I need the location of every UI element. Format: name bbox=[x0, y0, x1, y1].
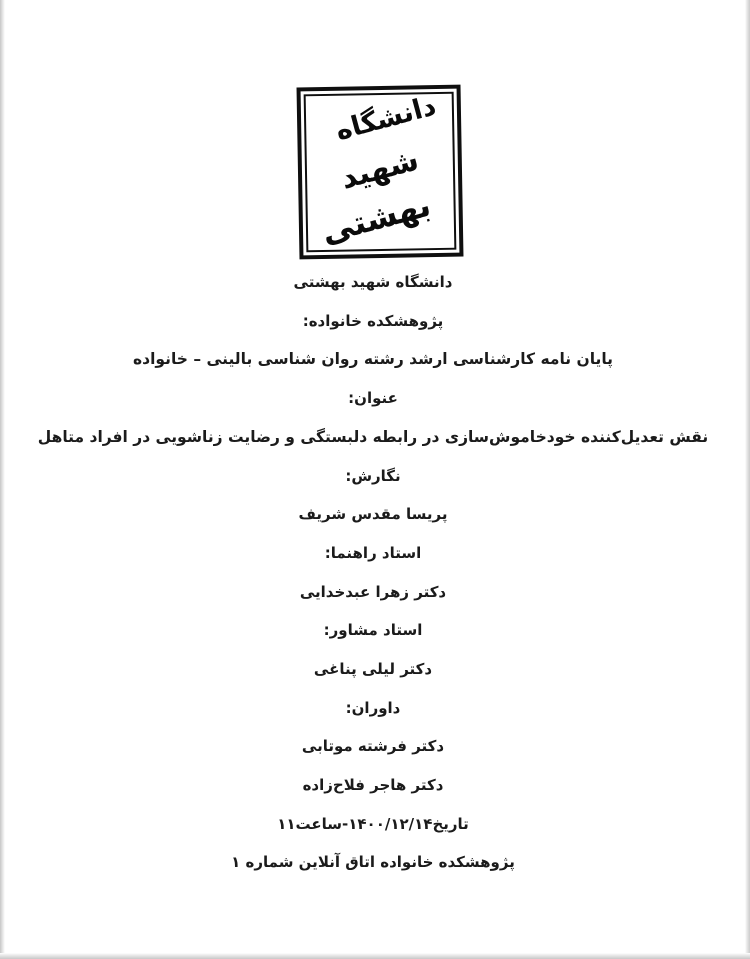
institute-label: پژوهشکده خانواده: bbox=[302, 312, 444, 330]
logo-calligraphy-word-3: بهشتی bbox=[317, 185, 435, 252]
author-name: پریسا مقدس شریف bbox=[298, 505, 448, 523]
logo-calligraphy-word-2: شهید bbox=[337, 142, 423, 197]
logo-calligraphy-word-1: دانشگاه bbox=[332, 90, 440, 147]
title-label: عنوان: bbox=[348, 389, 398, 407]
advisor-name: دکتر لیلی پناغی bbox=[313, 660, 433, 678]
program-line: پایان نامه کارشناسی ارشد رشته روان شناسی بالینی – خانواده bbox=[132, 350, 613, 368]
author-label: نگارش: bbox=[345, 467, 401, 485]
logo-inner-border bbox=[304, 92, 457, 253]
examiners-label: داوران: bbox=[345, 699, 401, 717]
examiner-1-name: دکتر فرشته موتابی bbox=[301, 737, 445, 755]
page-edge-bottom bbox=[0, 953, 750, 959]
thesis-title: نقش تعدیل‌کننده خودخاموش‌سازی در رابطه دلبستگی و رضایت زناشویی در افراد متاهل bbox=[37, 428, 709, 446]
university-name: دانشگاه شهید بهشتی bbox=[293, 273, 453, 291]
supervisor-name: دکتر زهرا عبدخدایی bbox=[299, 583, 447, 601]
date-time-line: تاریخ۱۴۰۰/۱۲/۱۴-ساعت۱۱ bbox=[277, 815, 469, 833]
university-logo bbox=[297, 85, 464, 260]
supervisor-label: استاد راهنما: bbox=[324, 544, 422, 562]
advisor-label: استاد مشاور: bbox=[323, 621, 423, 639]
venue-line: پژوهشکده خانواده اتاق آنلاین شماره ۱ bbox=[231, 853, 515, 871]
examiner-2-name: دکتر هاجر فلاح‌زاده bbox=[302, 776, 444, 794]
